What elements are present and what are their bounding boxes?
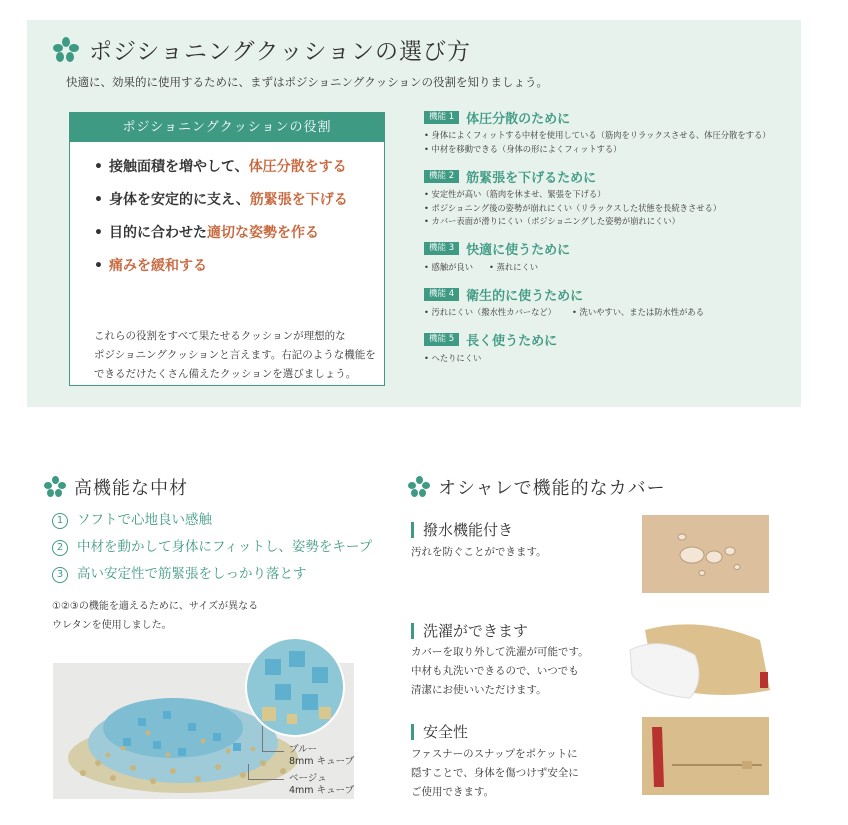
cover-desc: ファスナーのスナップをポケットに 隠すことで、身体を傷つけず安全に ご使用できます。 xyxy=(411,748,579,798)
cover-item-washable: 洗濯ができます xyxy=(411,620,528,641)
feature-title: 衛生的に使うために xyxy=(466,288,584,304)
material-note: ①②③の機能を適えるために、サイズが異なる ウレタンを使用しました。 xyxy=(52,601,259,631)
feature-line: • 中材を移動できる（身体の形によくフィットする） xyxy=(424,143,622,154)
feature-2 xyxy=(424,167,794,229)
material-points xyxy=(52,510,372,591)
cover-title: オシャレで機能的なカバー xyxy=(438,478,666,499)
role-box xyxy=(69,112,385,386)
feature-badge: 機能 5 xyxy=(424,333,459,346)
feature-badge: 機能 3 xyxy=(424,242,459,255)
cover-section-title xyxy=(408,474,666,500)
material-section-title xyxy=(44,474,188,500)
feature-title: 長く使うために xyxy=(466,334,558,349)
material-point: 3 高い安定性で筋緊張をしっかり落とす xyxy=(52,564,372,591)
feature-4 xyxy=(424,285,794,320)
water-drop-photo xyxy=(642,515,769,593)
feature-badge: 機能 1 xyxy=(424,111,459,124)
feature-line: • 感触が良い • 蒸れにくい xyxy=(424,261,539,272)
feature-1 xyxy=(424,108,794,156)
selection-guide-panel xyxy=(27,20,801,407)
feature-badge: 機能 4 xyxy=(424,288,459,301)
zipper-photo xyxy=(642,717,769,795)
washable-cover-photo xyxy=(620,610,780,705)
feature-5 xyxy=(424,331,794,366)
role-heading: ポジショニングクッションの役割 xyxy=(70,113,384,142)
flower-icon xyxy=(408,476,430,498)
cover-desc: カバーを取り外して洗濯が可能です。 中材も丸洗いできるので、いつでも 清潔にお使いいただけます。 xyxy=(411,646,589,696)
role-note: これらの役割をすべて果たせるクッションが理想的な ポジショニングクッションと言えます。右記のような機能を できるだけたくさん備えたクッションを選びましょう。 xyxy=(94,330,376,380)
role-item: • 接触面積を増やして、体圧分散をする xyxy=(94,159,347,175)
cover-item-water-repellent: 撥水機能付き xyxy=(411,519,513,540)
material-title: 高機能な中材 xyxy=(74,478,188,499)
page-title: ポジショニングクッションの選び方 xyxy=(89,39,472,65)
intro-text: 快適に、効果的に使用するために、まずはポジショニングクッションの役割を知りましょう。 xyxy=(66,75,549,89)
legend-blue: ブルー 8mm キューブ xyxy=(289,744,355,767)
feature-line: • カバー表面が滑りにくい（ポジショニングした姿勢が崩れにくい） xyxy=(424,216,680,226)
feature-title: 体圧分散のために xyxy=(466,111,571,127)
feature-line: • 汚れにくい（撥水性カバーなど） • 洗いやすい、または防水性がある xyxy=(424,307,704,317)
legend-line-blue xyxy=(262,726,284,752)
foam-zoom-image xyxy=(245,637,345,737)
legend-line-beige xyxy=(248,764,284,780)
role-item: • 痛みを緩和する xyxy=(94,258,207,274)
flower-icon xyxy=(53,37,79,63)
feature-title: 快適に使うために xyxy=(466,243,571,258)
feature-3 xyxy=(424,240,794,275)
flower-icon xyxy=(44,476,66,498)
feature-title: 筋緊張を下げるために xyxy=(466,170,597,186)
role-list xyxy=(94,157,348,289)
role-item: • 目的に合わせた適切な姿勢を作る xyxy=(94,225,319,241)
material-point: 1 ソフトで心地良い感触 xyxy=(52,510,372,537)
feature-line: • 身体によくフィットする中材を使用している（筋肉をリラックスさせる、体圧分散をする） xyxy=(424,130,771,140)
material-point: 2 中材を動かして身体にフィットし、姿勢をキープ xyxy=(52,537,372,564)
feature-line: • ポジショニング後の姿勢が崩れにくい（リラックスした状態を長続きさせる） xyxy=(424,202,722,213)
feature-line: • へたりにくい xyxy=(424,352,482,363)
feature-line: • 安定性が高い（筋肉を休ませ、緊張を下げる） xyxy=(424,189,606,199)
feature-badge: 機能 2 xyxy=(424,170,459,183)
legend-beige: ベージュ 4mm キューブ xyxy=(289,773,355,796)
cover-item-safety: 安全性 xyxy=(411,721,468,742)
role-item: • 身体を安定的に支え、筋緊張を下げる xyxy=(94,192,348,208)
cover-desc: 汚れを防ぐことができます。 xyxy=(411,546,547,558)
guide-title-row xyxy=(53,33,471,66)
feature-list xyxy=(424,108,794,376)
